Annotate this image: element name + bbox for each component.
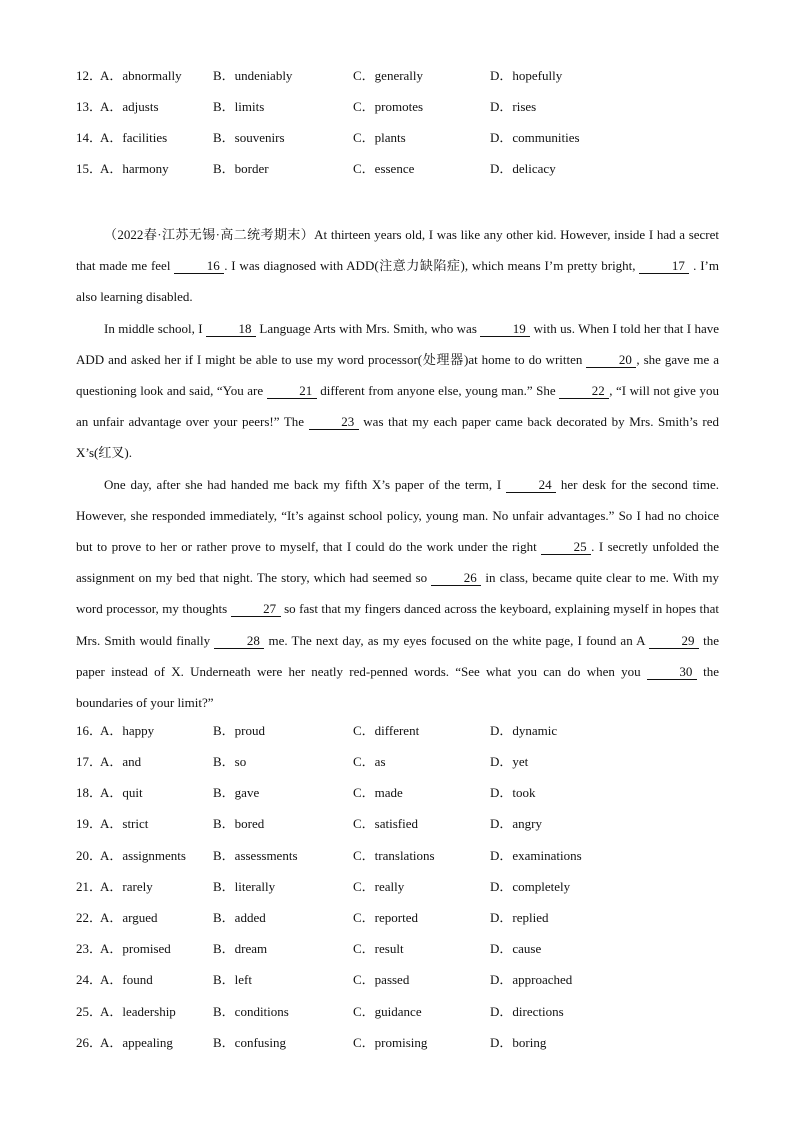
option-a: A．harmony: [100, 161, 169, 176]
option-a: A．argued: [100, 910, 158, 925]
question-number: 17．: [76, 754, 103, 769]
blank-27: 27: [231, 602, 281, 617]
question-number: 25．: [76, 1004, 103, 1019]
option-c: C．promising: [353, 1035, 428, 1050]
option-a: A．promised: [100, 941, 171, 956]
option-d: D．hopefully: [490, 68, 563, 83]
option-d: D．yet: [490, 754, 529, 769]
option-d: D．communities: [490, 130, 580, 145]
option-a: A．quit: [100, 785, 143, 800]
passage-paragraph-3: One day, after she had handed me back my fifth X’s paper of the term, I 24 her desk for the second time. However, she responded immediately, “It’s against school policy, young man. No unfair advantages.” So I had no choice but to prove to her or rather prove to myself, that I could do the work under the right 25 . I secretly unfolded the assignment on my bed that night. The story, which had seemed so 26 in class, became quite clear to me. With my word processor, my thoughts 27 so fast that my fingers danced across the keyboard, explaining myself in hopes that Mrs. Smith would finally 28 me. The next day, as my eyes focused on the white page, I found an A 29 the paper instead of X. Underneath were her neatly red-penned words. “See what you can do when you 30 the boundaries of your limit?”: [76, 476, 720, 711]
option-b: B．added: [213, 910, 266, 925]
option-b: B．confusing: [213, 1035, 286, 1050]
option-c: C．passed: [353, 972, 410, 987]
option-c: C．promotes: [353, 99, 424, 114]
option-c: C．different: [353, 723, 420, 738]
option-b: B．assessments: [213, 848, 298, 863]
option-d: D．replied: [490, 910, 549, 925]
option-a: A．abnormally: [100, 68, 182, 83]
option-d: D．completely: [490, 879, 571, 894]
option-d: D．rises: [490, 99, 537, 114]
option-a: A．assignments: [100, 848, 186, 863]
source-tag: （2022春·江苏无锡·高二统考期末）: [104, 227, 315, 242]
option-b: B．bored: [213, 816, 265, 831]
blank-18: 18: [206, 322, 256, 337]
question-number: 26．: [76, 1035, 103, 1050]
option-a: A．facilities: [100, 130, 168, 145]
option-d: D．cause: [490, 941, 542, 956]
option-a: A．appealing: [100, 1035, 173, 1050]
option-b: B．dream: [213, 941, 268, 956]
question-number: 18．: [76, 785, 103, 800]
option-b: B．conditions: [213, 1004, 289, 1019]
blank-21: 21: [267, 384, 317, 399]
blank-17: 17: [639, 259, 689, 274]
question-number: 24．: [76, 972, 103, 987]
option-d: D．delicacy: [490, 161, 556, 176]
cloze-passage: [76, 219, 719, 718]
blank-23: 23: [309, 415, 359, 430]
blank-20: 20: [586, 353, 636, 368]
option-b: B．left: [213, 972, 252, 987]
question-number: 19．: [76, 816, 103, 831]
option-b: B．souvenirs: [213, 130, 285, 145]
option-b: B．gave: [213, 785, 260, 800]
option-b: B．border: [213, 161, 269, 176]
option-a: A．and: [100, 754, 142, 769]
blank-26: 26: [431, 571, 481, 586]
option-c: C．plants: [353, 130, 406, 145]
option-a: A．rarely: [100, 879, 153, 894]
question-number: 23．: [76, 941, 103, 956]
blank-19: 19: [480, 322, 530, 337]
option-a: A．leadership: [100, 1004, 176, 1019]
option-c: C．made: [353, 785, 403, 800]
option-a: A．adjusts: [100, 99, 159, 114]
option-a: A．found: [100, 972, 153, 987]
option-c: C．really: [353, 879, 405, 894]
question-number: 12．: [76, 68, 103, 83]
option-b: B．so: [213, 754, 247, 769]
option-c: C．generally: [353, 68, 424, 83]
blank-28: 28: [214, 634, 264, 649]
option-b: B．limits: [213, 99, 265, 114]
option-b: B．undeniably: [213, 68, 293, 83]
option-d: D．examinations: [490, 848, 582, 863]
option-c: C．result: [353, 941, 404, 956]
option-d: D．approached: [490, 972, 573, 987]
option-c: C．essence: [353, 161, 415, 176]
passage-paragraph-2: In middle school, I 18 Language Arts with Mrs. Smith, who was 19 with us. When I told her that I have ADD and asked her if I might be able to use my word processor(处理器)at home to do written 20 , she gave me a questioning look and said, “You are 21 different from anyone else, young man.” She 22 , “I will not give you an unfair advantage over your peers!” The 23 was that my each paper came back decorated by Mrs. Smith’s red X’s(红叉).: [76, 320, 719, 461]
blank-30: 30: [647, 665, 697, 680]
question-number: 14．: [76, 130, 103, 145]
blank-24: 24: [506, 478, 556, 493]
option-d: D．took: [490, 785, 536, 800]
option-d: D．dynamic: [490, 723, 558, 738]
question-number: 16．: [76, 723, 103, 738]
blank-25: 25: [541, 540, 591, 555]
blank-22: 22: [559, 384, 609, 399]
question-number: 21．: [76, 879, 103, 894]
blank-16: 16: [174, 259, 224, 274]
question-number: 15．: [76, 161, 103, 176]
option-c: C．translations: [353, 848, 435, 863]
option-c: C．guidance: [353, 1004, 422, 1019]
blank-29: 29: [649, 634, 699, 649]
option-a: A．strict: [100, 816, 149, 831]
option-b: B．proud: [213, 723, 266, 738]
option-d: D．angry: [490, 816, 542, 831]
question-number: 20．: [76, 848, 103, 863]
option-c: C．as: [353, 754, 386, 769]
option-d: D．directions: [490, 1004, 564, 1019]
question-number: 13．: [76, 99, 103, 114]
option-d: D．boring: [490, 1035, 547, 1050]
passage-paragraph-1: （2022春·江苏无锡·高二统考期末）At thirteen years old, I was like any other kid. However, inside I had a secret that made me feel 16 . I was diagnosed with ADD(注意力缺陷症), which means I’m pretty bright, 17 . I’m also learning disabled.: [76, 227, 719, 305]
question-number: 22．: [76, 910, 103, 925]
option-a: A．happy: [100, 723, 155, 738]
option-b: B．literally: [213, 879, 276, 894]
option-c: C．satisfied: [353, 816, 418, 831]
option-c: C．reported: [353, 910, 418, 925]
